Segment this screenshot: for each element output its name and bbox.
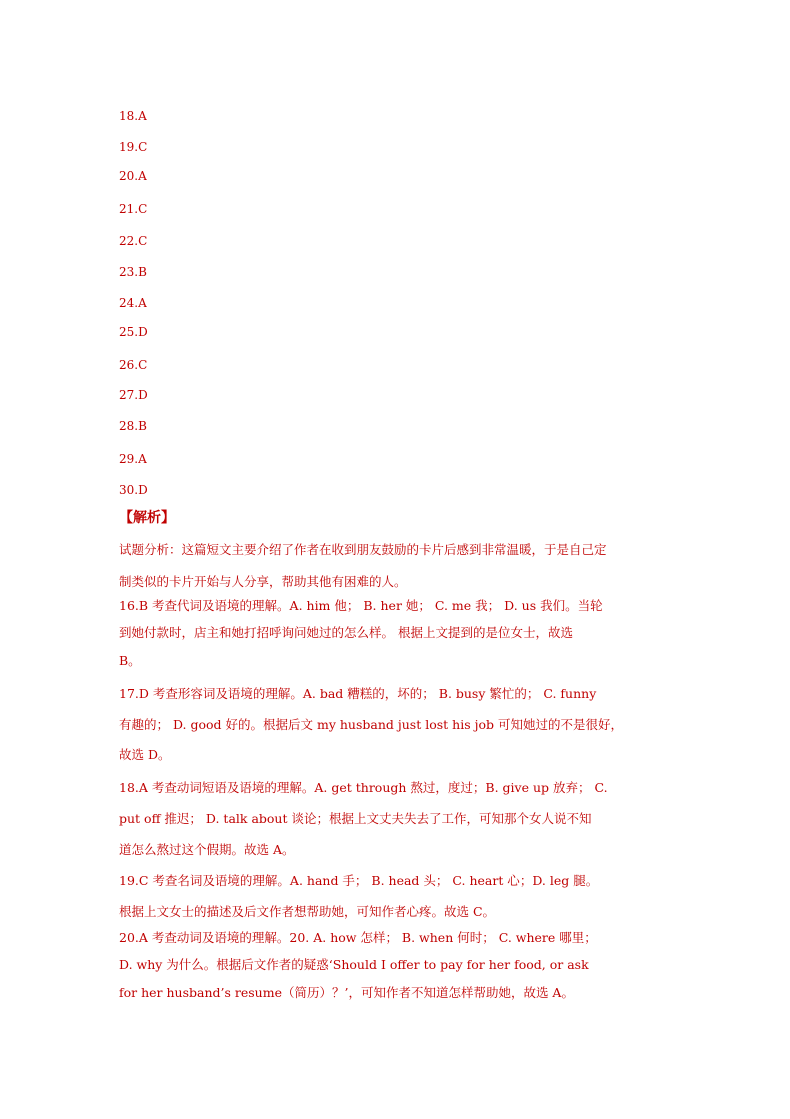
q16-line-1: 16.B 考查代词及语境的理解。A. him 他； B. her 她； C. me 我； D. us 我们。当轮 (119, 598, 603, 613)
analysis-heading: 【解析】 (119, 510, 175, 526)
answer-19: 19.C (119, 140, 148, 154)
q17-line-1: 17.D 考查形容词及语境的理解。A. bad 糟糕的，坏的； B. busy 繁忙的； C. funny (119, 686, 597, 701)
answer-27: 27.D (119, 388, 148, 402)
answer-18: 18.A (119, 109, 147, 123)
summary-line-2: 制类似的卡片开始与人分享，帮助其他有困难的人。 (119, 574, 407, 589)
q19-line-2: 根据上文女士的描述及后文作者想帮助她，可知作者心疼。故选 C。 (119, 904, 496, 919)
answer-26: 26.C (119, 358, 148, 372)
answer-29: 29.A (119, 452, 147, 466)
answer-21: 21.C (119, 202, 148, 216)
answer-28: 28.B (119, 419, 147, 433)
q17-line-2: 有趣的； D. good 好的。根据后文 my husband just lost his job 可知她过的不是很好， (119, 717, 623, 732)
q16-line-3: B。 (119, 653, 141, 668)
answer-22: 22.C (119, 234, 148, 248)
q19-line-1: 19.C 考查名词及语境的理解。A. hand 手； B. head 头； C. heart 心；D. leg 腿。 (119, 873, 599, 888)
summary-line-1: 试题分析：这篇短文主要介绍了作者在收到朋友鼓励的卡片后感到非常温暖，于是自己定 (119, 542, 607, 557)
q20-line-2: D. why 为什么。根据后文作者的疑惑‘Should I offer to pay for her food, or ask (119, 957, 589, 972)
answer-24: 24.A (119, 296, 147, 310)
q18-line-1: 18.A 考查动词短语及语境的理解。A. get through 熬过，度过；B. give up 放弃； C. (119, 780, 608, 795)
q16-line-2: 到她付款时，店主和她打招呼询问她过的怎么样。 根据上文提到的是位女士，故选 (119, 625, 573, 640)
q20-line-3: for her husband’s resume（简历）？’，可知作者不知道怎样帮助她，故选 A。 (119, 985, 574, 1000)
q18-line-3: 道怎么熬过这个假期。故选 A。 (119, 842, 295, 857)
q20-line-1: 20.A 考查动词及语境的理解。20. A. how 怎样； B. when 何时； C. where 哪里； (119, 930, 597, 945)
answer-20: 20.A (119, 169, 147, 183)
answer-23: 23.B (119, 265, 147, 279)
answer-30: 30.D (119, 483, 148, 497)
q18-line-2: put off 推迟； D. talk about 谈论；根据上文丈夫失去了工作，可知那个女人说不知 (119, 811, 592, 826)
q17-line-3: 故选 D。 (119, 747, 171, 762)
answer-25: 25.D (119, 325, 148, 339)
